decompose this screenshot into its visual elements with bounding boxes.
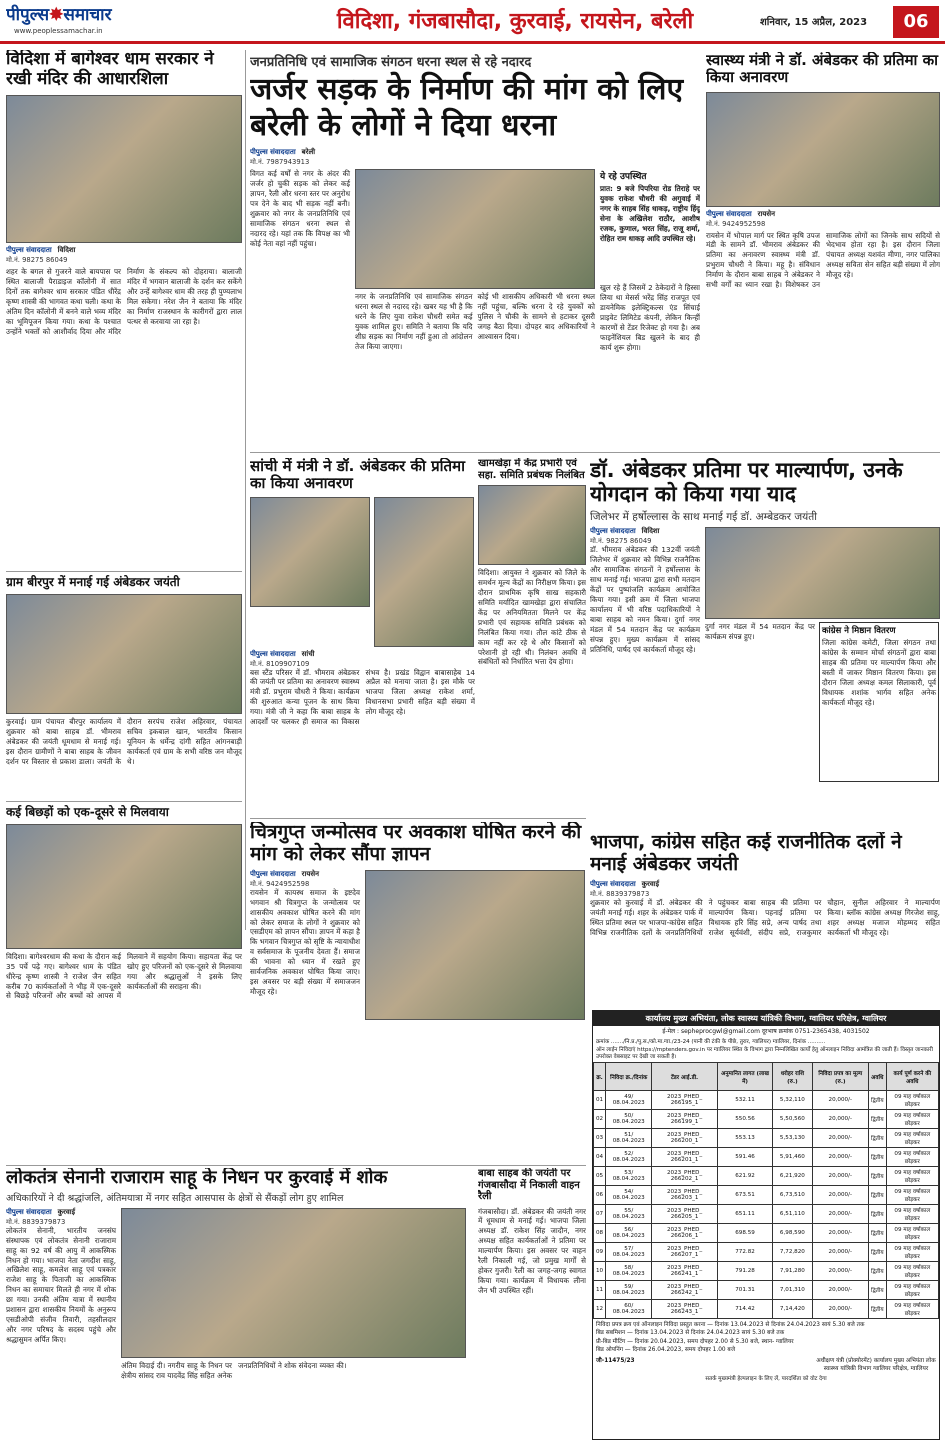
story11: [590, 458, 940, 828]
story11-headline: डॉ. अंबेडकर प्रतिमा पर माल्यार्पण, उनके योगदान को किया गया याद: [590, 458, 903, 507]
story9-body: गंजबासौदा। डॉ. अंबेडकर की जयंती नगर में धूमधाम से मनाई गई। भाजपा जिला अध्यक्ष डॉ. राकेश सिंह जादौन, नगर अध्यक्ष सहित कार्यकर्ताओं ने प्रतिमा पर माल्यार्पण किया। इस अवसर पर वाहन रैली निकाली गई, जो प्रमुख मार्गों से होकर गुजरी। रैली का जगह-जगह स्वागत किया गया। कार्यक्रम में विधायक लीना जैन भी उपस्थित रहीं।: [478, 1206, 586, 1295]
bureau-name: पीपुल्स संवाददाता: [250, 649, 296, 658]
table-cell: 5,91,460: [773, 1148, 812, 1167]
table-cell: 09 माह वर्षाकाल छोड़कर: [886, 1300, 938, 1319]
table-cell: 20,000/-: [812, 1167, 868, 1186]
story5-photo-2: [374, 497, 474, 647]
story12-headline: भाजपा, कांग्रेस सहित कई राजनीतिक दलों ने मनाई अंबेडकर जयंती: [590, 832, 902, 875]
story6-headline: खामखेड़ा में केंद्र प्रभारी एवं सहा. समिति प्रबंधक निलंबित: [478, 458, 585, 481]
table-cell: 06: [594, 1186, 606, 1205]
table-cell: 09 माह वर्षाकाल छोड़कर: [886, 1205, 938, 1224]
tender-date-line: बिड सबमिशन — दिनांक 13.04.2023 से दिनांक 24.04.2023 सायं 5.30 बजे तक: [596, 1330, 785, 1337]
story1-mobile: मो.नं. 98275 86049: [6, 256, 68, 265]
tender-dates: [593, 1319, 939, 1355]
story10: [706, 52, 940, 452]
notice-footer: सतर्क मुख्यमंत्री हेल्पलाइन के लिए लें, पारदर्शिता को वोट देगा: [705, 1375, 827, 1382]
table-header-cell: टेंडर आई.डी.: [652, 1063, 717, 1091]
story7-byline: [250, 870, 360, 879]
table-cell: 2023_PHED_ 266202_1: [652, 1167, 717, 1186]
table-cell: 5,53,130: [773, 1129, 812, 1148]
page-number: 06: [893, 6, 939, 38]
table-cell: 52/ 08.04.2023: [606, 1148, 652, 1167]
table-cell: 701.31: [717, 1281, 772, 1300]
story10-photo: [706, 92, 940, 207]
table-cell: द्वितीय: [869, 1205, 887, 1224]
table-cell: 09: [594, 1243, 606, 1262]
table-cell: 20,000/-: [812, 1110, 868, 1129]
table-cell: 09 माह वर्षाकाल छोड़कर: [886, 1129, 938, 1148]
table-header-cell: कार्य पूर्ण करने की अवधि: [886, 1063, 938, 1091]
bureau-place: सांची: [301, 649, 315, 658]
story9-headline: बाबा साहब की जयंती पर गंजबासौदा में निकाली वाहन रैली: [478, 1168, 580, 1202]
table-cell: 2023_PHED_ 266242_1: [652, 1281, 717, 1300]
table-cell: 2023_PHED_ 266203_1: [652, 1186, 717, 1205]
story7-body: रायसेन में कायस्थ समाज के इष्टदेव भगवान श्री चित्रगुप्त के जन्मोत्सव पर शासकीय अवकाश घोषित करने की मांग को लेकर समाज के लोगों ने शुक्रवार को एसडीएम को ज्ञापन सौंपा। ज्ञापन में कहा है कि भगवान चित्रगुप्त को सृष्टि के न्यायाधीश व सर्वसमाज के पूजनीय देवता हैं। समाज की भावना को ध्यान में रखते हुए सार्वजनिक अवकाश घोषित किया जाए। इस अवसर पर बड़ी संख्या में समाजजन मौजूद रहे।: [250, 887, 360, 997]
table-cell: 2023_PHED_ 266195_1: [652, 1091, 717, 1110]
table-cell: 07: [594, 1205, 606, 1224]
table-cell: 20,000/-: [812, 1281, 868, 1300]
table-cell: 20,000/-: [812, 1224, 868, 1243]
table-row: [594, 1186, 939, 1205]
lead-body-2: नगर के जनप्रतिनिधि एवं सामाजिक संगठन धरना स्थल से नदारद रहे। खबर यह भी है कि धरने के लिए युवा राकेश चौधरी समेत कई युवक शामिल हुए। समिति ने बताया कि यदि शीघ्र सड़क का निर्माण नहीं हुआ तो आंदोलन तेज किया जाएगा।: [355, 292, 473, 351]
story10-mobile: मो.नं. 9424952598: [706, 219, 766, 228]
lead-kicker: जनप्रतिनिधि एवं सामाजिक संगठन धरना स्थल से रहे नदारद: [250, 55, 532, 70]
table-cell: 550.56: [717, 1110, 772, 1129]
table-cell: 7,01,310: [773, 1281, 812, 1300]
table-cell: द्वितीय: [869, 1243, 887, 1262]
bureau-place: विदिशा: [641, 527, 660, 536]
story11-photo: [705, 527, 940, 619]
story12-mobile: मो.नं. 8839379873: [590, 889, 650, 898]
table-cell: 09 माह वर्षाकाल छोड़कर: [886, 1148, 938, 1167]
story11-byline: [590, 527, 700, 536]
table-cell: द्वितीय: [869, 1300, 887, 1319]
story1-headline: विदिशा में बागेश्वर धाम सरकार ने रखी मंदिर की आधारशिला: [6, 50, 214, 89]
story12: [590, 832, 940, 1012]
table-row: [594, 1205, 939, 1224]
lead-body-4: खुल रहे हैं जिसमें 2 ठेकेदारों ने हिस्सा लिया था मेसर्स भरेंद्र सिंह राजपूत एवं डायनेमिक इलेक्ट्रिकल्स एंड सिंचाई प्राइवेट लिमिटेड कंपनी, लेकिन किन्हीं कारणों से टेंडर रिजेक्ट हो गया है। अब फाइनेंशियल बिड खुलने के बाद ही कार्य शुरू होगा।: [600, 283, 700, 352]
lead-body-1: विगत कई वर्षों से नगर के अंदर की जर्जर हो चुकी सड़क को लेकर कई ज्ञापन, रैली और धरना स्तर पर अनुरोध पत्र देने के बाद भी सड़क नहीं बनी। शुक्रवार को नगर के जनप्रतिनिधि एवं सामाजिक संगठन धरना स्थल से नदारद रहे। यहां तक कि विपक्ष का भी कोई नेता वहां नहीं पहुंचा।: [250, 169, 350, 248]
divider: [6, 801, 242, 802]
website-url: www.peoplessamachar.in: [14, 27, 103, 35]
table-cell: 5,32,110: [773, 1091, 812, 1110]
table-row: [594, 1300, 939, 1319]
story10-body: रायसेन में भोपाल मार्ग पर स्थित कृषि उपज मंडी के सामने डॉ. भीमराव अंबेडकर की प्रतिमा का अनावरण स्वास्थ्य मंत्री डॉ. प्रभुराम चौधरी ने किया। महू है। संविधान निर्माण के दौरान बाबा साहब ने अंबेडकर ने सभी वर्गों का ध्यान रखा है। विशेषकर उन सामाजिक लोगों का जिनके साथ सदियों से भेदभाव होता रहा है। इस दौरान जिला पंचायत अध्यक्ष यशवंत मीणा, नगर पालिका अध्यक्ष सविता सेन सहित बड़ी संख्या में लोग मौजूद रहे।: [706, 230, 940, 290]
table-cell: 50/ 08.04.2023: [606, 1110, 652, 1129]
divider: [6, 1165, 586, 1166]
table-header-cell: क्र.: [594, 1063, 606, 1091]
table-cell: 2023_PHED_ 266201_1: [652, 1148, 717, 1167]
table-cell: 2023_PHED_ 266200_1: [652, 1129, 717, 1148]
table-cell: 673.51: [717, 1186, 772, 1205]
table-cell: 53/ 08.04.2023: [606, 1167, 652, 1186]
table-cell: 772.82: [717, 1243, 772, 1262]
table-cell: द्वितीय: [869, 1148, 887, 1167]
table-cell: 7,91,280: [773, 1262, 812, 1281]
table-row: [594, 1148, 939, 1167]
table-cell: 2023_PHED_ 266207_1: [652, 1243, 717, 1262]
table-cell: द्वितीय: [869, 1091, 887, 1110]
table-cell: 2023_PHED_ 266205_1: [652, 1205, 717, 1224]
bureau-name: पीपुल्स संवाददाता: [590, 527, 636, 536]
table-cell: 09 माह वर्षाकाल छोड़कर: [886, 1167, 938, 1186]
story1-byline: [6, 246, 242, 255]
table-cell: 08: [594, 1224, 606, 1243]
table-cell: 2023_PHED_ 266243_1: [652, 1300, 717, 1319]
table-cell: 04: [594, 1148, 606, 1167]
story11-mobile: मो.नं. 98275 86049: [590, 537, 652, 546]
bureau-place: रायसेन: [757, 209, 776, 218]
story8-photo: [121, 1208, 466, 1358]
table-cell: 60/ 08.04.2023: [606, 1300, 652, 1319]
table-cell: 57/ 08.04.2023: [606, 1243, 652, 1262]
story1-body: शहर के बगल से गुजरने वाले बायपास पर स्थित बालाजी पैराडाइज कॉलोनी में सात दिनों तक बागेश्वर धाम सरकार पंडित धीरेंद्र कृष्ण शास्त्री की भागवत कथा चली। कथा के अंतिम दिन कॉलोनी में बनने वाले भव्य मंदिर का भूमिपूजन किया गया। कथा के पश्चात उन्होंने भक्तों को आशीर्वाद दिया और मंदिर निर्माण के संकल्प को दोहराया। बालाजी मंदिर में भगवान बालाजी के दर्शन कर सकेंगे और उन्हें बागेश्वर धाम की तरह ही पुण्यलाभ मिल सकेगा। नरेश जैन ने बताया कि मंदिर का निर्माण राजस्थान के कारीगरों द्वारा लाल पत्थर से करवाया जा रहा है।: [6, 267, 242, 336]
table-cell: 09 माह वर्षाकाल छोड़कर: [886, 1243, 938, 1262]
story6-photo: [478, 485, 586, 565]
table-cell: 6,98,590: [773, 1224, 812, 1243]
table-cell: 03: [594, 1129, 606, 1148]
table-row: [594, 1281, 939, 1300]
bureau-place: कुरवाई: [641, 879, 660, 888]
lead-aside-body: प्रात: 9 बजे पिपरिया रोड तिराहे पर युवक राकेश चौधरी की अगुवाई में नगर के साहब सिंह धाकड़, राष्ट्रीय हिंदू सेना के अखिलेश राठौर, आशीष रजक, कुणाल, भरत सिंह, राजू शर्मा, रोहित राम धाकड़ आदि उपस्थित रहे।: [600, 184, 700, 243]
story8-body-cont: अंतिम विदाई दी। नगरीय साहू के निधन पर क्षेत्रीय सांसद राव यादवेंद्र सिंह सहित अनेक जनप्रतिनिधियों ने शोक संवेदना व्यक्त की।: [121, 1360, 347, 1380]
table-cell: 51/ 08.04.2023: [606, 1129, 652, 1148]
lead-photo: [355, 169, 595, 289]
newspaper-logo: पीपुल्स✸समाचार: [6, 5, 112, 25]
table-cell: 09 माह वर्षाकाल छोड़कर: [886, 1186, 938, 1205]
table-cell: 2023_PHED_ 266206_1: [652, 1224, 717, 1243]
notice-signatory: अधीक्षण यंत्री (प्रोक्योरमेंट) कार्यालय मुख्य अभियंता लोक स्वास्थ्य यांत्रिकी विभाग ग्वालियर परिक्षेत्र, ग्वालियर: [816, 1357, 936, 1372]
notice-intro: ऑन लाईन निविदाएं https://mptenders.gov.in पर ग्वालियर स्थित के विभाग द्वारा निम्नलिखित कार्यों हेतु ऑनलाइन निविदा आमंत्रित की जाती हैं। विस्तृत जानकारी उपरोक्त वेबसाइट पर देखी जा सकती है।: [596, 1047, 933, 1061]
table-cell: द्वितीय: [869, 1281, 887, 1300]
story5: [250, 458, 475, 813]
table-row: [594, 1262, 939, 1281]
table-cell: 791.28: [717, 1262, 772, 1281]
table-header-cell: धरोहर राशि (रु.): [773, 1063, 812, 1091]
tender-table: [593, 1062, 939, 1319]
table-cell: 09 माह वर्षाकाल छोड़कर: [886, 1224, 938, 1243]
congress-box-title: कांग्रेस ने मिष्ठान वितरण: [822, 626, 896, 637]
story11-subhead: जिलेभर में हर्षोल्लास के साथ मनाई गई डॉ. अम्बेडकर जयंती: [590, 511, 817, 524]
table-row: [594, 1243, 939, 1262]
story8-body: लोकतंत्र सेनानी, भारतीय जनसंघ संस्थापक एवं लोकतंत्र सेनानी राजाराम साहू का 92 वर्ष की आयु में आकस्मिक निधन हो गया। भाजपा नेता जगदीश साहू, अखिलेश साहू, कमलेश साहू एवं पत्रकार राजेश साहू के पिताजी का आकस्मिक निधन का समाचार मिलते ही नगर में शोक छा गया। उनकी अंतिम यात्रा में स्थानीय प्रशासन द्वारा शासकीय नियमों के अनुरूप एसडीओपी संजीव तिवारी, तहसीलदार और नगर परिषद के सदस्य पहुंचे और श्रद्धासुमन अर्पित किए।: [6, 1225, 116, 1344]
story2-headline: ग्राम बीरपुर में मनाई गई अंबेडकर जयंती: [6, 575, 180, 590]
table-cell: 5,50,560: [773, 1110, 812, 1129]
story6-body: विदिशा। आयुक्त ने शुक्रवार को जिले के समर्थन मूल्य केंद्रों का निरीक्षण किया। इस दौरान प्राथमिक कृषि साख सहकारी समिति मर्यादित खामखेड़ा द्वारा संचालित केंद्र पर अनियमितता मिलने पर केंद्र प्रभारी एवं सहायक समिति प्रबंधक को निलंबित किया गया। तौल कांटे ठीक से काम नहीं कर रहे थे और किसानों को परेशानी हो रही थी। निलंबन अवधि में संबंधितों को निर्धारित भत्ता देय होगा।: [478, 568, 586, 667]
table-cell: 02: [594, 1110, 606, 1129]
column-rule: [245, 50, 246, 930]
tender-date-line: प्री-बिड मीटिंग — दिनांक 20.04.2023, समय दोपहर 2.00 से 5.30 बजे, स्थान- ग्वालियर: [596, 1338, 794, 1345]
story7: [250, 822, 586, 1162]
table-row: [594, 1167, 939, 1186]
story2-photo: [6, 594, 242, 714]
congress-box: [819, 622, 939, 782]
table-cell: 7,14,420: [773, 1300, 812, 1319]
story1-photo: [6, 95, 242, 243]
table-cell: 59/ 08.04.2023: [606, 1281, 652, 1300]
issue-date: शनिवार, 15 अप्रैल, 2023: [760, 17, 868, 28]
table-header-cell: अवधि: [869, 1063, 887, 1091]
table-cell: द्वितीय: [869, 1129, 887, 1148]
notice-title: कार्यालय मुख्य अभियंता, लोक स्वास्थ्य यांत्रिकी विभाग, ग्वालियर परिक्षेत्र, ग्वालियर: [593, 1011, 939, 1026]
lead-body-3: कोई भी शासकीय अधिकारी भी धरना स्थल नहीं पहुंचा, बल्कि धरना दे रहे युवकों को पुलिस ने चौकी के सामने से हटाकर दूसरी जगह बैठा दिया। दोपहर बाद अधिकारियों ने आश्वासन दिया।: [477, 292, 595, 341]
story8-headline: लोकतंत्र सेनानी राजाराम साहू के निधन पर कुरवाई में शोक: [6, 1168, 388, 1188]
story5-mobile: मो.नं. 8109907109: [250, 659, 310, 668]
story6: [478, 458, 586, 813]
table-cell: 54/ 08.04.2023: [606, 1186, 652, 1205]
table-header-cell: निविदा क्र./दिनांक: [606, 1063, 652, 1091]
table-cell: 591.46: [717, 1148, 772, 1167]
story7-headline: चित्रगुप्त जन्मोत्सव पर अवकाश घोषित करने की मांग को लेकर सौंपा ज्ञापन: [250, 822, 582, 865]
bureau-place: बरेली: [301, 148, 316, 156]
table-row: [594, 1224, 939, 1243]
lead-mobile: मो.नं. 7987943913: [250, 158, 310, 166]
table-cell: 20,000/-: [812, 1262, 868, 1281]
table-cell: 20,000/-: [812, 1129, 868, 1148]
table-cell: द्वितीय: [869, 1167, 887, 1186]
lead-story: [250, 52, 700, 442]
lead-byline: [250, 148, 700, 157]
story5-body: बस स्टैंड परिसर में डॉ. भीमराव अंबेडकर की जयंती पर प्रतिमा का अनावरण स्वास्थ्य मंत्री डॉ. प्रभुराम चौधरी ने किया। कार्यक्रम की शुरुआत कन्या पूजन के साथ किया गया। मंत्री जी ने कहा कि बाबा साहब के आदर्शों पर चलकर ही समाज का विकास संभव है। प्रखंड विद्वान बाबासाहेब 14 अप्रैल को मनाया जाता है। इस मौके पर भाजपा जिला अध्यक्ष राकेश शर्मा, विधानसभा प्रभारी सहित बड़ी संख्या में लोग मौजूद रहे।: [250, 667, 475, 727]
divider: [6, 571, 242, 572]
story8-mobile: मो.नं. 8839379873: [6, 1217, 66, 1226]
table-row: [594, 1129, 939, 1148]
bureau-name: पीपुल्स संवाददाता: [590, 879, 636, 888]
lead-headline: जर्जर सड़क के निर्माण की मांग को लिए बरेली के लोगों ने दिया धरना: [250, 72, 684, 143]
table-cell: 09 माह वर्षाकाल छोड़कर: [886, 1110, 938, 1129]
table-cell: 56/ 08.04.2023: [606, 1224, 652, 1243]
table-cell: 05: [594, 1167, 606, 1186]
story12-body: शुक्रवार को कुरवाई में डॉ. अंबेडकर की जयंती मनाई गई। शहर के अंबेडकर पार्क में स्थित प्रतिमा स्थल पर भाजपा-कांग्रेस सहित विभिन्न राजनीतिक दलों के जनप्रतिनिधियों ने पहुंचकर बाबा साहब की प्रतिमा पर माल्यार्पण किया। पहनाई प्रतिमा पर विधायक हरि सिंह सप्रे, अन्य पार्षद तथा राजेश सूर्यवंशी, संदीप सप्रे, राजकुमार चौहान, सुनील अहिरवार ने माल्यार्पण किया। ब्लॉक कांग्रेस अध्यक्ष गिरजेश साहू, शहर अध्यक्ष मजाज मोहम्मद सहित कार्यकर्ता भी मौजूद रहे।: [590, 897, 940, 937]
story11-body: डॉ. भीमराव अंबेडकर की 132वीं जयंती जिलेभर में शुक्रवार को विभिन्न राजनैतिक और सामाजिक संगठनों ने हर्षोल्लास के साथ मनाई गई। भाजपा द्वारा सभी मतदान केंद्रों पर पुष्पांजलि कार्यक्रम आयोजित किया गया। इसी क्रम में जिला भाजपा कार्यालय में भी वरिष्ठ पदाधिकारियों ने बाबा साहब को नमन किया। दुर्गा नगर मंडल में 54 मतदान केंद्र पर कार्यक्रम संपन्न हुए। मुख्य कार्यक्रम में सांसद प्रतिनिधि, पार्षद एवं कार्यकर्ता मौजूद रहे।: [590, 545, 700, 654]
bureau-place: कुरवाई: [57, 1207, 76, 1216]
table-row: [594, 1110, 939, 1129]
bureau-place: रायसेन: [301, 869, 320, 878]
story3-photo: [6, 824, 242, 949]
edition-cities: विदिशा, गंजबासौदा, कुरवाई, रायसेन, बरेली: [336, 9, 694, 34]
table-cell: 2023_PHED_ 266199_1: [652, 1110, 717, 1129]
table-cell: 2023_PHED_ 266241_1: [652, 1262, 717, 1281]
story8-subhead: अधिकारियों ने दी श्रद्धांजलि, अंतिमयात्रा में नगर सहित आसपास के क्षेत्रों से सैंकड़ों लोग हुए शामिल: [6, 1192, 344, 1204]
story7-photo: [365, 870, 585, 1020]
notice-email: ई-मेल : sepheprocgwl@gmail.com दूरभाष क्रमांक 0751-2365438, 4031502: [662, 1028, 870, 1035]
table-cell: 55/ 08.04.2023: [606, 1205, 652, 1224]
masthead: [0, 0, 945, 44]
story10-headline: स्वास्थ्य मंत्री ने डॉ. अंबेडकर की प्रतिमा का किया अनावरण: [706, 52, 939, 87]
table-cell: 10: [594, 1262, 606, 1281]
story5-photo-1: [250, 497, 370, 607]
table-cell: 20,000/-: [812, 1243, 868, 1262]
table-cell: 09 माह वर्षाकाल छोड़कर: [886, 1281, 938, 1300]
table-cell: 49/ 08.04.2023: [606, 1091, 652, 1110]
table-cell: 09 माह वर्षाकाल छोड़कर: [886, 1091, 938, 1110]
table-cell: 553.13: [717, 1129, 772, 1148]
lead-aside-title: ये रहे उपस्थित: [600, 172, 647, 182]
tender-notice: [592, 1010, 940, 1440]
story11-body-cont: दुर्गा नगर मंडल में 54 मतदान केंद्र पर कार्यक्रम संपन्न हुए।: [705, 622, 815, 642]
table-cell: द्वितीय: [869, 1262, 887, 1281]
table-cell: 714.42: [717, 1300, 772, 1319]
table-cell: 20,000/-: [812, 1205, 868, 1224]
story7-mobile: मो.नं. 9424952598: [250, 879, 310, 888]
table-cell: 11: [594, 1281, 606, 1300]
table-cell: 12: [594, 1300, 606, 1319]
story8-byline: [6, 1208, 116, 1217]
bureau-place: विदिशा: [57, 246, 76, 255]
table-cell: 20,000/-: [812, 1300, 868, 1319]
table-cell: 20,000/-: [812, 1148, 868, 1167]
table-cell: 01: [594, 1091, 606, 1110]
notice-ref: क्रमांक ......./नि.प्र./पु.स./को.मा.ग्वा./23-24 (पानी की टंकी के पीछे, तुरार, ग्वालियर) ग्वालियर, दिनांक ..........: [596, 1039, 826, 1045]
congress-box-body: जिला कांग्रेस कमेटी, जिला संगठन तथा कांग्रेस के सम्मान मोर्चा संगठनों द्वारा बाबा साहब की प्रतिमा पर माल्यार्पण किया और बस्ती में जाकर मिष्ठान वितरण किया। इस दौरान जिला अध्यक्ष कमल सिलाकारी, पूर्व विधायक शशांक भार्गव सहित अनेक कार्यकर्ता मौजूद रहे।: [822, 638, 936, 707]
table-row: [594, 1091, 939, 1110]
table-cell: द्वितीय: [869, 1224, 887, 1243]
table-cell: 7,72,820: [773, 1243, 812, 1262]
tender-date-line: निविदा प्रपत्र क्रय एवं ऑनलाइन निविदा प्रस्तुत करना — दिनांक 13.04.2023 से दिनांक 24.04.2023 सायं 5.30 बजे तक: [596, 1322, 865, 1329]
story5-byline: [250, 650, 475, 659]
table-cell: 58/ 08.04.2023: [606, 1262, 652, 1281]
story8: [6, 1168, 471, 1443]
table-cell: 6,51,110: [773, 1205, 812, 1224]
bureau-name: पीपुल्स संवाददाता: [6, 1207, 52, 1216]
tender-table-header: [594, 1063, 939, 1091]
tender-table-body: [594, 1091, 939, 1319]
table-cell: द्वितीय: [869, 1110, 887, 1129]
story2-body: कुरवाई। ग्राम पंचायत बीरपुर कार्यालय में शुक्रवार को बाबा साहब डॉ. भीमराव अंबेडकर की जयंती धूमधाम से मनाई गई। इस दौरान ग्रामीणों ने बाबा साहब के जीवन दर्शन पर विस्तार से प्रकाश डाला। जयंती के दौरान सरपंच राजेश अहिरवार, पंचायत सचिव इकबाल खान, भारतीय किसान यूनियन के धर्मेन्द्र दांगी सहित आंगनबाड़ी कार्यकर्ता एवं ग्राम के सभी वरिष्ठ जन मौजूद थे।: [6, 716, 242, 766]
table-cell: 532.11: [717, 1091, 772, 1110]
notice-code: जी-11475/23: [596, 1357, 635, 1364]
story3-headline: कई बिछड़ों को एक-दूसरे से मिलवाया: [6, 804, 169, 819]
tender-date-line: बिड ओपनिंग — दिनांक 26.04.2023, समय दोपहर 1.00 बजे: [596, 1346, 736, 1353]
bureau-name: पीपुल्स संवाददाता: [250, 148, 296, 156]
story10-byline: [706, 210, 940, 219]
table-cell: 09 माह वर्षाकाल छोड़कर: [886, 1262, 938, 1281]
divider: [250, 818, 586, 819]
bureau-name: पीपुल्स संवाददाता: [250, 869, 296, 878]
table-cell: 20,000/-: [812, 1091, 868, 1110]
table-header-cell: निविदा प्रपत्र का मूल्य (रु.): [812, 1063, 868, 1091]
divider: [250, 452, 940, 453]
table-cell: 20,000/-: [812, 1186, 868, 1205]
bureau-name: पीपुल्स संवाददाता: [706, 209, 752, 218]
story12-byline: [590, 880, 940, 889]
story3-body: विदिशा। बागेश्वरधाम की कथा के दौरान कई 35 पर्चे पढ़े गए। बागेश्वर धाम के पंडित धीरेन्द्र कृष्ण शास्त्री ने राजेश जैन सहित करीब 70 कार्यकर्ताओं ने भीड़ में एक-दूसरे से बिछड़े परिजनों और बच्चों को आपस में मिलवाने में सहयोग किया। सहायता केंद्र पर खोए हुए परिजनों को एक-दूसरे से मिलवाया गया और श्रद्धालुओं ने इसके लिए कार्यकर्ताओं की सराहना की।: [6, 951, 242, 1001]
table-header-cell: अनुमानित लागत (लाख में): [717, 1063, 772, 1091]
bureau-name: पीपुल्स संवाददाता: [6, 246, 52, 255]
story5-headline: सांची में मंत्री ने डॉ. अंबेडकर की प्रतिमा का किया अनावरण: [250, 458, 465, 493]
table-cell: 698.59: [717, 1224, 772, 1243]
table-cell: द्वितीय: [869, 1186, 887, 1205]
table-cell: 6,73,510: [773, 1186, 812, 1205]
table-cell: 621.92: [717, 1167, 772, 1186]
table-cell: 651.11: [717, 1205, 772, 1224]
story9: [478, 1168, 586, 1443]
table-cell: 6,21,920: [773, 1167, 812, 1186]
